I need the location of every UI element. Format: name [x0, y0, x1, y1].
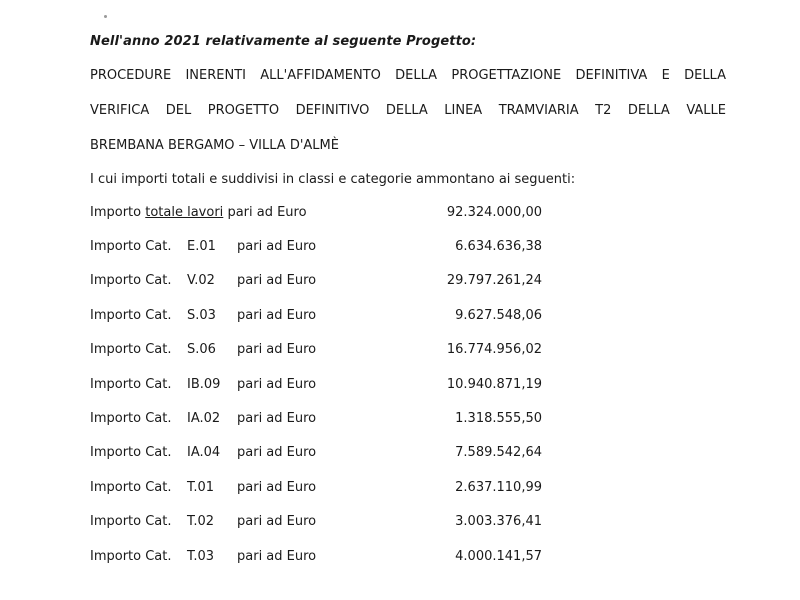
category-label: Importo Cat. [90, 342, 172, 358]
category-label: Importo Cat. [90, 479, 172, 495]
category-suffix: pari ad Euro [237, 548, 317, 564]
category-code: S.06 [187, 342, 216, 358]
category-suffix: pari ad Euro [237, 479, 317, 495]
category-code: T.01 [187, 479, 215, 495]
category-code: T.03 [187, 548, 215, 564]
category-amount-row [90, 445, 542, 465]
project-title-line-3: BREMBANA BERGAMO – VILLA D'ALMÈ [90, 138, 339, 153]
category-label: Importo Cat. [90, 548, 172, 564]
category-amount-value: 6.634.636,38 [455, 239, 542, 254]
total-label-underlined: totale lavori [145, 205, 224, 220]
category-label: Importo Cat. [90, 411, 172, 426]
category-label: Importo Cat. [90, 307, 172, 323]
category-code: T.02 [187, 514, 215, 530]
category-label: Importo Cat. [90, 273, 172, 289]
category-code: S.03 [187, 307, 216, 323]
category-amount-value: 1.318.555,50 [455, 411, 542, 426]
category-amount-row [90, 273, 542, 293]
category-amount-value: 7.589.542,64 [455, 445, 542, 461]
category-suffix: pari ad Euro [237, 514, 317, 530]
category-label: Importo Cat. [90, 376, 172, 392]
total-amount-row [90, 205, 542, 225]
category-amount-value: 2.637.110,99 [455, 479, 542, 495]
category-amount-value: 3.003.376,41 [455, 514, 542, 530]
category-label: Importo Cat. [90, 514, 172, 530]
total-amount-label [90, 205, 307, 220]
category-amount-row [90, 514, 542, 534]
scan-speck [104, 15, 107, 18]
document-heading: Nell'anno 2021 relativamente al seguente Progetto: [90, 34, 477, 49]
category-amount-value: 9.627.548,06 [455, 307, 542, 323]
category-amount-value: 16.774.956,02 [446, 342, 542, 358]
total-amount-value: 92.324.000,00 [446, 205, 542, 220]
category-amount-value: 10.940.871,19 [446, 376, 542, 392]
category-amount-row [90, 342, 542, 362]
project-title-line-1: PROCEDURE INERENTI ALL'AFFIDAMENTO DELLA PROGETTAZIONE DEFINITIVA E DELLA [90, 68, 726, 83]
category-suffix: pari ad Euro [237, 411, 317, 426]
category-code: E.01 [187, 239, 216, 254]
category-amount-value: 4.000.141,57 [455, 548, 542, 564]
category-suffix: pari ad Euro [237, 445, 317, 461]
category-amount-row [90, 549, 542, 569]
category-label: Importo Cat. [90, 445, 172, 461]
category-amount-row [90, 308, 542, 328]
project-title-line-2: VERIFICA DEL PROGETTO DEFINITIVO DELLA LINEA TRAMVIARIA T2 DELLA VALLE [90, 103, 726, 118]
category-suffix: pari ad Euro [237, 239, 317, 254]
category-code: IB.09 [187, 376, 221, 392]
category-suffix: pari ad Euro [237, 307, 317, 323]
category-suffix: pari ad Euro [237, 342, 317, 358]
category-code: V.02 [187, 273, 215, 289]
category-amount-row [90, 239, 542, 259]
intro-text: I cui importi totali e suddivisi in classi e categorie ammontano ai seguenti: [90, 172, 576, 187]
category-suffix: pari ad Euro [237, 376, 317, 392]
category-amount-value: 29.797.261,24 [446, 273, 542, 289]
category-amount-row [90, 411, 542, 431]
category-label: Importo Cat. [90, 239, 172, 254]
category-suffix: pari ad Euro [237, 273, 317, 289]
total-label-suffix: pari ad Euro [227, 205, 307, 220]
total-label-prefix: Importo [90, 205, 142, 220]
category-amount-row [90, 377, 542, 397]
category-code: IA.04 [187, 445, 221, 461]
category-code: IA.02 [187, 411, 221, 426]
category-amount-row [90, 480, 542, 500]
